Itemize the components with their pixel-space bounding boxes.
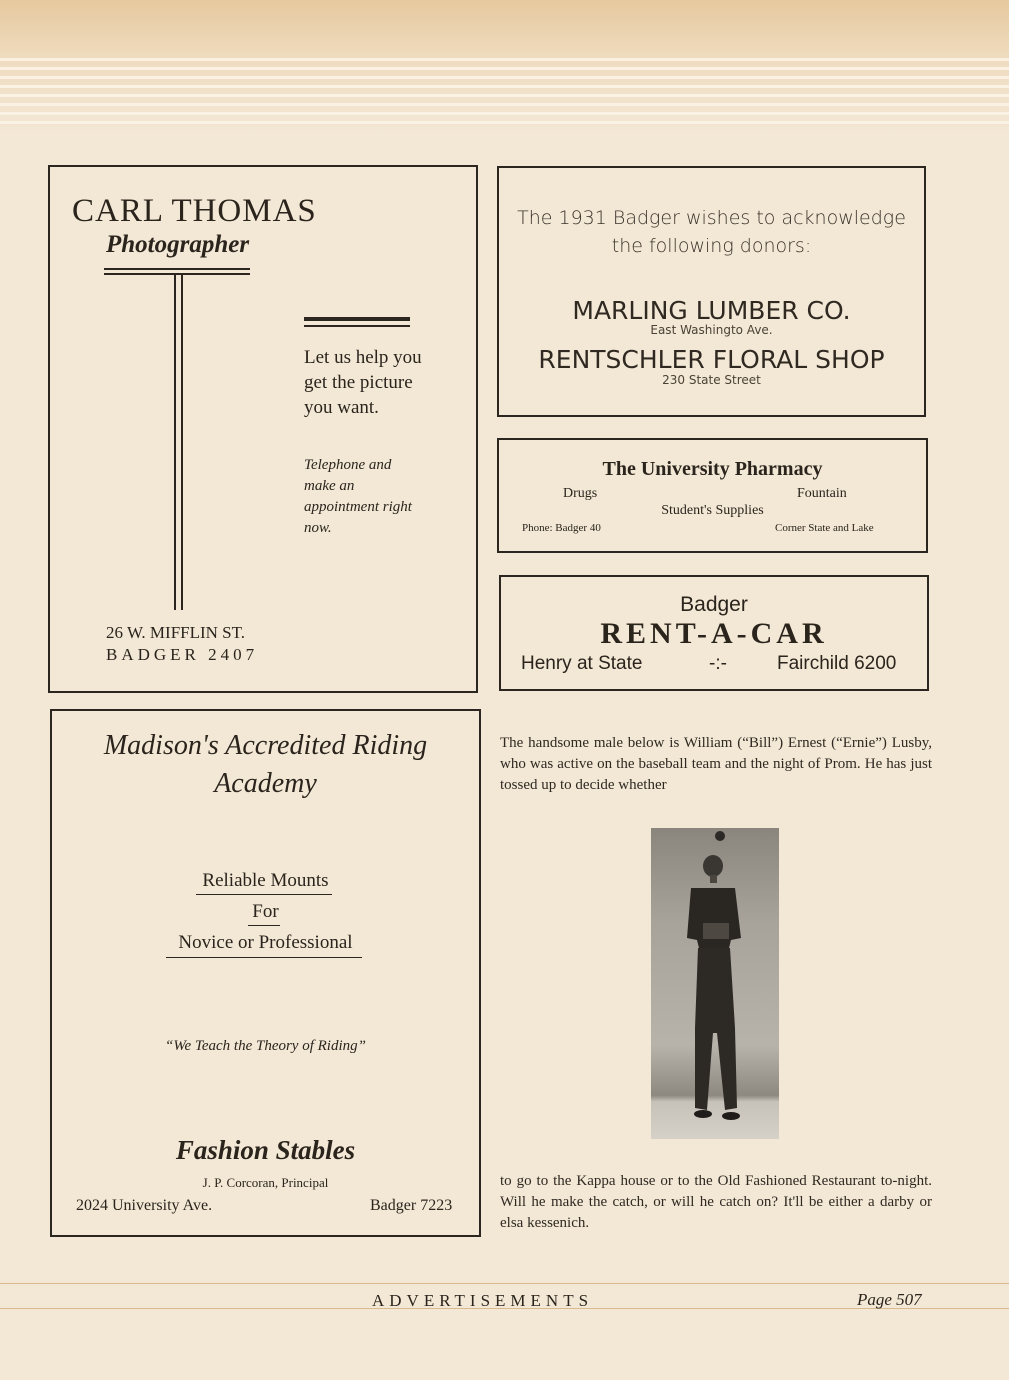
divider (181, 275, 183, 610)
riding-academy-ad (50, 709, 481, 1237)
divider (304, 317, 410, 321)
riding-mounts: Reliable Mounts (202, 870, 329, 891)
donor-address: 230 State Street (662, 373, 761, 387)
rent-a-car-separator: -:- (709, 653, 727, 674)
help-text: Let us help you get the picture you want. (304, 347, 422, 418)
divider (104, 268, 250, 270)
riding-title (52, 727, 479, 803)
riding-title-line: Academy (214, 768, 317, 799)
pharmacy-phone: Phone: Badger 40 (522, 522, 601, 534)
underline (166, 957, 362, 958)
footer-rule (0, 1283, 1009, 1284)
phone-line: BADGER 2407 (106, 645, 259, 664)
pharmacy-location: Corner State and Lake (775, 522, 874, 534)
rent-a-car-location: Henry at State (521, 653, 643, 674)
stables-principal: J. P. Corcoran, Principal (202, 1175, 329, 1190)
stables-phone: Badger 7223 (370, 1197, 453, 1214)
decorative-header-stripes (0, 58, 1009, 132)
riding-slogan: “We Teach the Theory of Riding” (165, 1038, 366, 1054)
rent-a-car-name: RENT-A-CAR (600, 617, 828, 650)
riding-title-line: Madison's Accredited Riding (103, 730, 428, 761)
pharmacy-drugs: Drugs (563, 486, 598, 501)
address (106, 622, 258, 666)
pharmacy-fountain: Fountain (797, 486, 847, 501)
article-paragraph: to go to the Kappa house or to the Old Fashioned Restaurant to-night. Will he make the catch, or will he catch on? It'll be either a darby or elsa kessenich. (500, 1173, 932, 1231)
donor-address: East Washingto Ave. (650, 323, 773, 337)
address-line: 26 W. MIFFLIN ST. (106, 623, 246, 642)
pharmacy-ad (497, 438, 928, 553)
pharmacy-supplies: Student's Supplies (661, 503, 764, 518)
donors-intro (499, 204, 924, 260)
donor-name: RENTSCHLER FLORAL SHOP (538, 345, 885, 374)
intro-line: the following donors: (611, 235, 812, 257)
carl-thomas-ad (48, 165, 478, 693)
riding-novice: Novice or Professional (178, 932, 353, 953)
pharmacy-name: The University Pharmacy (602, 458, 823, 480)
page-number: Page 507 (857, 1290, 922, 1309)
divider (104, 273, 250, 275)
rent-a-car-badger: Badger (680, 593, 748, 616)
underline (248, 925, 280, 926)
rent-a-car-ad (499, 575, 929, 691)
ad-title: Photographer (106, 231, 250, 258)
donor-name: MARLING LUMBER CO. (572, 296, 851, 325)
rent-a-car-phone: Fairchild 6200 (777, 653, 897, 674)
player-illustration (651, 828, 779, 1139)
divider (304, 325, 410, 327)
stables-address: 2024 University Ave. (76, 1197, 213, 1214)
intro-line: The 1931 Badger wishes to acknowledge (517, 207, 906, 229)
stables-name: Fashion Stables (175, 1135, 356, 1165)
footer-section-label: ADVERTISEMENTS (372, 1291, 594, 1310)
divider (174, 275, 176, 610)
donors-ad (497, 166, 926, 417)
baseball-player-photo (651, 828, 779, 1139)
article-paragraph: The handsome male below is William (“Bill”) Ernest (“Ernie”) Lusby, who was active on the baseball team and the night of Prom. He has just tossed up to decide whether (500, 735, 932, 793)
telephone-text: Telephone and make an appointment right now. (304, 457, 412, 536)
underline (196, 894, 332, 895)
riding-for: For (252, 901, 279, 922)
ad-name: CARL THOMAS (72, 193, 317, 229)
